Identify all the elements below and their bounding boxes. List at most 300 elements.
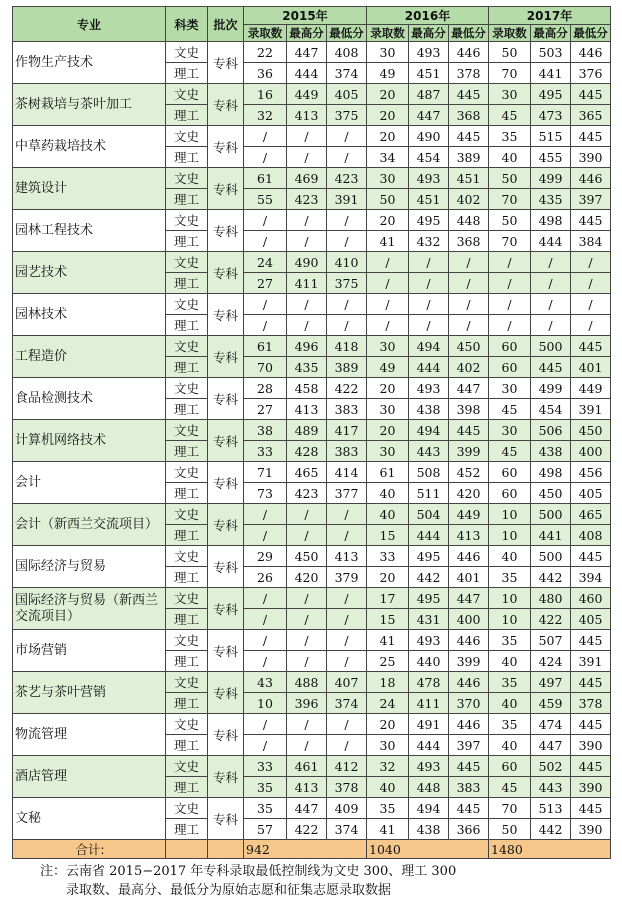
min-score: 397 — [449, 735, 489, 756]
major-name: 国际经济与贸易 — [13, 546, 166, 588]
admitted-count: 20 — [367, 210, 409, 231]
min-score: 391 — [571, 651, 611, 672]
max-score: / — [409, 315, 449, 336]
min-score: 452 — [449, 462, 489, 483]
min-score: / — [571, 294, 611, 315]
max-score: / — [287, 126, 327, 147]
admitted-count: 33 — [244, 441, 287, 462]
admitted-count: 55 — [244, 189, 287, 210]
max-score: 493 — [409, 168, 449, 189]
batch-type: 专科 — [208, 126, 244, 168]
max-score: 424 — [531, 651, 571, 672]
max-score: 422 — [531, 609, 571, 630]
min-score: 391 — [327, 189, 367, 210]
min-score: 375 — [327, 105, 367, 126]
table-row — [13, 714, 611, 735]
max-score: 495 — [409, 546, 449, 567]
subject-type: 文史 — [166, 714, 208, 735]
max-score: 447 — [287, 42, 327, 63]
major-name: 会计 — [13, 462, 166, 504]
footnote-line-2: 录取数、最高分、最低分为原始志愿和征集志愿录取数据 — [66, 883, 392, 898]
batch-type: 专科 — [208, 252, 244, 294]
max-score: / — [287, 231, 327, 252]
min-score: / — [327, 588, 367, 609]
admitted-count: 15 — [367, 525, 409, 546]
admitted-count: 41 — [367, 819, 409, 840]
admitted-count: 45 — [489, 399, 531, 420]
major-name: 园艺技术 — [13, 252, 166, 294]
min-score: 378 — [449, 63, 489, 84]
subject-type: 文史 — [166, 462, 208, 483]
subject-type: 文史 — [166, 168, 208, 189]
header-admitted: 录取数 — [489, 25, 531, 42]
admitted-count: 50 — [489, 210, 531, 231]
min-score: 446 — [571, 42, 611, 63]
header-max-score: 最高分 — [287, 25, 327, 42]
max-score: / — [287, 525, 327, 546]
admitted-count: / — [244, 504, 287, 525]
admitted-count: 24 — [367, 693, 409, 714]
major-name: 计算机网络技术 — [13, 420, 166, 462]
max-score: 489 — [287, 420, 327, 441]
min-score: 405 — [571, 483, 611, 504]
max-score: 493 — [409, 630, 449, 651]
major-name: 食品检测技术 — [13, 378, 166, 420]
subject-type: 理工 — [166, 567, 208, 588]
min-score: 450 — [571, 420, 611, 441]
admitted-count: 35 — [489, 672, 531, 693]
admitted-count: / — [244, 147, 287, 168]
admitted-count: 27 — [244, 273, 287, 294]
max-score: / — [287, 651, 327, 672]
subject-type: 文史 — [166, 420, 208, 441]
admitted-count: / — [244, 525, 287, 546]
max-score: 459 — [531, 693, 571, 714]
min-score: 445 — [449, 756, 489, 777]
batch-type: 专科 — [208, 714, 244, 756]
subject-type: 理工 — [166, 63, 208, 84]
max-score: 443 — [409, 441, 449, 462]
min-score: 409 — [327, 798, 367, 819]
max-score: 494 — [409, 798, 449, 819]
min-score: 417 — [327, 420, 367, 441]
max-score: 438 — [531, 441, 571, 462]
max-score: 490 — [287, 252, 327, 273]
max-score: / — [287, 735, 327, 756]
max-score: 493 — [409, 378, 449, 399]
major-name: 会计（新西兰交流项目） — [13, 504, 166, 546]
footnote — [40, 862, 456, 900]
admitted-count: 40 — [367, 483, 409, 504]
min-score: / — [449, 252, 489, 273]
min-score: 408 — [571, 525, 611, 546]
max-score: 494 — [409, 420, 449, 441]
max-score: 499 — [531, 378, 571, 399]
admitted-count: 22 — [244, 42, 287, 63]
min-score: 418 — [327, 336, 367, 357]
max-score: 498 — [531, 210, 571, 231]
min-score: 398 — [449, 399, 489, 420]
min-score: 383 — [327, 399, 367, 420]
batch-type: 专科 — [208, 378, 244, 420]
total-row — [13, 840, 611, 859]
admitted-count: 38 — [244, 420, 287, 441]
min-score: 390 — [571, 735, 611, 756]
subject-type: 理工 — [166, 651, 208, 672]
max-score: 500 — [531, 336, 571, 357]
footnote-line-1: 注：云南省 2015−2017 年专科录取最低控制线为文史 300、理工 300 — [40, 864, 457, 879]
header-max-score: 最高分 — [531, 25, 571, 42]
max-score: 438 — [409, 399, 449, 420]
admitted-count: 28 — [244, 378, 287, 399]
table-row — [13, 126, 611, 147]
subject-type: 理工 — [166, 525, 208, 546]
header-batch: 批次 — [208, 7, 244, 42]
min-score: 445 — [571, 210, 611, 231]
max-score: 515 — [531, 126, 571, 147]
admitted-count: 35 — [489, 126, 531, 147]
header-max-score: 最高分 — [409, 25, 449, 42]
table-row — [13, 462, 611, 483]
min-score: 399 — [449, 651, 489, 672]
subject-type: 理工 — [166, 273, 208, 294]
total-2016: 1040 — [367, 840, 489, 859]
admitted-count: 32 — [367, 756, 409, 777]
admitted-count: 20 — [367, 126, 409, 147]
admitted-count: / — [367, 315, 409, 336]
max-score: 488 — [287, 672, 327, 693]
max-score: 500 — [531, 504, 571, 525]
admitted-count: 35 — [367, 798, 409, 819]
table-row — [13, 672, 611, 693]
admitted-count: 10 — [489, 525, 531, 546]
max-score: 442 — [531, 819, 571, 840]
admitted-count: / — [244, 126, 287, 147]
max-score: 444 — [409, 525, 449, 546]
min-score: 407 — [327, 672, 367, 693]
min-score: 402 — [449, 189, 489, 210]
header-year-2015: 2015年 — [244, 7, 367, 25]
table-row — [13, 798, 611, 819]
batch-type: 专科 — [208, 336, 244, 378]
admitted-count: 70 — [489, 231, 531, 252]
max-score: 480 — [531, 588, 571, 609]
table-row — [13, 42, 611, 63]
admitted-count: 50 — [489, 42, 531, 63]
admitted-count: / — [244, 315, 287, 336]
admitted-count: 43 — [244, 672, 287, 693]
admitted-count: / — [489, 252, 531, 273]
max-score: 503 — [531, 42, 571, 63]
min-score: 445 — [449, 126, 489, 147]
min-score: 448 — [449, 210, 489, 231]
min-score: 408 — [327, 42, 367, 63]
table-row — [13, 378, 611, 399]
major-name: 市场营销 — [13, 630, 166, 672]
admitted-count: 20 — [367, 378, 409, 399]
min-score: / — [327, 735, 367, 756]
header-major: 专业 — [13, 7, 166, 42]
max-score: / — [409, 294, 449, 315]
min-score: 401 — [571, 357, 611, 378]
table-row — [13, 168, 611, 189]
min-score: 445 — [571, 672, 611, 693]
major-name: 国际经济与贸易（新西兰交流项目） — [13, 588, 166, 630]
subject-type: 文史 — [166, 42, 208, 63]
admitted-count: 18 — [367, 672, 409, 693]
min-score: 399 — [449, 441, 489, 462]
max-score: 411 — [409, 693, 449, 714]
admitted-count: 70 — [489, 798, 531, 819]
max-score: 493 — [409, 42, 449, 63]
max-score: 495 — [531, 84, 571, 105]
major-name: 文秘 — [13, 798, 166, 840]
admitted-count: 71 — [244, 462, 287, 483]
batch-type: 专科 — [208, 294, 244, 336]
max-score: 465 — [287, 462, 327, 483]
subject-type: 理工 — [166, 735, 208, 756]
max-score: / — [287, 210, 327, 231]
subject-type: 理工 — [166, 231, 208, 252]
min-score: 390 — [571, 777, 611, 798]
max-score: 508 — [409, 462, 449, 483]
admitted-count: / — [367, 294, 409, 315]
subject-type: 文史 — [166, 210, 208, 231]
batch-type: 专科 — [208, 798, 244, 840]
max-score: 450 — [531, 483, 571, 504]
max-score: 422 — [287, 819, 327, 840]
table-row — [13, 210, 611, 231]
admitted-count: 16 — [244, 84, 287, 105]
subject-type: 文史 — [166, 126, 208, 147]
max-score: / — [287, 609, 327, 630]
admitted-count: 30 — [367, 336, 409, 357]
min-score: 389 — [327, 357, 367, 378]
admitted-count: 61 — [367, 462, 409, 483]
max-score: 451 — [409, 63, 449, 84]
max-score: 496 — [287, 336, 327, 357]
max-score: 396 — [287, 693, 327, 714]
min-score: 449 — [571, 378, 611, 399]
min-score: 447 — [449, 378, 489, 399]
admitted-count: 60 — [489, 483, 531, 504]
max-score: 507 — [531, 630, 571, 651]
min-score: 460 — [571, 588, 611, 609]
max-score: 447 — [531, 735, 571, 756]
max-score: 445 — [531, 357, 571, 378]
subject-type: 文史 — [166, 336, 208, 357]
min-score: 445 — [571, 798, 611, 819]
table-row — [13, 630, 611, 651]
table-row — [13, 588, 611, 609]
min-score: 389 — [449, 147, 489, 168]
min-score: / — [327, 630, 367, 651]
subject-type: 文史 — [166, 546, 208, 567]
subject-type: 理工 — [166, 483, 208, 504]
batch-type: 专科 — [208, 588, 244, 630]
max-score: / — [531, 315, 571, 336]
admitted-count: 45 — [489, 105, 531, 126]
max-score: 495 — [409, 210, 449, 231]
min-score: / — [449, 273, 489, 294]
min-score: / — [327, 126, 367, 147]
min-score: 377 — [327, 483, 367, 504]
subject-type: 理工 — [166, 315, 208, 336]
max-score: 444 — [531, 231, 571, 252]
subject-type: 文史 — [166, 504, 208, 525]
max-score: 435 — [287, 357, 327, 378]
min-score: 445 — [571, 756, 611, 777]
admitted-count: 10 — [244, 693, 287, 714]
admitted-count: 57 — [244, 819, 287, 840]
min-score: 445 — [571, 84, 611, 105]
max-score: 469 — [287, 168, 327, 189]
admitted-count: 49 — [367, 357, 409, 378]
admitted-count: 73 — [244, 483, 287, 504]
admitted-count: 70 — [489, 63, 531, 84]
table-row — [13, 504, 611, 525]
admitted-count: 40 — [489, 546, 531, 567]
header-min-score: 最低分 — [327, 25, 367, 42]
max-score: / — [287, 147, 327, 168]
admitted-count: 60 — [489, 462, 531, 483]
admitted-count: / — [244, 735, 287, 756]
subject-type: 理工 — [166, 105, 208, 126]
min-score: 450 — [449, 336, 489, 357]
admitted-count: / — [489, 273, 531, 294]
admitted-count: / — [244, 651, 287, 672]
max-score: 443 — [531, 777, 571, 798]
admitted-count: 35 — [244, 798, 287, 819]
min-score: 445 — [571, 126, 611, 147]
admitted-count: 20 — [367, 567, 409, 588]
admitted-count: / — [244, 714, 287, 735]
max-score: 432 — [409, 231, 449, 252]
min-score: 446 — [449, 42, 489, 63]
admitted-count: 30 — [489, 378, 531, 399]
min-score: 365 — [571, 105, 611, 126]
max-score: 511 — [409, 483, 449, 504]
min-score: 422 — [327, 378, 367, 399]
admitted-count: / — [489, 294, 531, 315]
subject-type: 文史 — [166, 630, 208, 651]
max-score: / — [287, 588, 327, 609]
max-score: 454 — [531, 399, 571, 420]
admitted-count: 30 — [367, 168, 409, 189]
min-score: 376 — [571, 63, 611, 84]
admitted-count: 30 — [367, 735, 409, 756]
admitted-count: 40 — [367, 777, 409, 798]
subject-type: 理工 — [166, 819, 208, 840]
max-score: 500 — [531, 546, 571, 567]
min-score: / — [327, 609, 367, 630]
max-score: 513 — [531, 798, 571, 819]
subject-type: 理工 — [166, 777, 208, 798]
admitted-count: 41 — [367, 630, 409, 651]
subject-type: 文史 — [166, 378, 208, 399]
max-score: 413 — [287, 105, 327, 126]
header-admitted: 录取数 — [367, 25, 409, 42]
admitted-count: 40 — [367, 504, 409, 525]
major-name: 茶树栽培与茶叶加工 — [13, 84, 166, 126]
min-score: 414 — [327, 462, 367, 483]
min-score: 394 — [571, 567, 611, 588]
admitted-count: 70 — [489, 189, 531, 210]
admitted-count: 30 — [489, 420, 531, 441]
admitted-count: 33 — [367, 546, 409, 567]
admitted-count: 25 — [367, 651, 409, 672]
admitted-count: 27 — [244, 399, 287, 420]
total-2017: 1480 — [489, 840, 611, 859]
admitted-count: 45 — [489, 441, 531, 462]
min-score: 413 — [327, 546, 367, 567]
admitted-count: 35 — [489, 630, 531, 651]
subject-type: 理工 — [166, 357, 208, 378]
admitted-count: 70 — [244, 357, 287, 378]
batch-type: 专科 — [208, 672, 244, 714]
min-score: 446 — [571, 168, 611, 189]
header-year-2016: 2016年 — [367, 7, 489, 25]
min-score: 445 — [449, 420, 489, 441]
table-row — [13, 756, 611, 777]
max-score: 495 — [409, 588, 449, 609]
max-score: / — [287, 315, 327, 336]
max-score: 438 — [409, 819, 449, 840]
max-score: 449 — [287, 84, 327, 105]
min-score: 397 — [571, 189, 611, 210]
admitted-count: 34 — [367, 147, 409, 168]
min-score: 383 — [327, 441, 367, 462]
min-score: 378 — [571, 693, 611, 714]
major-name: 工程造价 — [13, 336, 166, 378]
admitted-count: 40 — [489, 693, 531, 714]
max-score: 458 — [287, 378, 327, 399]
total-2015: 942 — [244, 840, 367, 859]
admitted-count: 10 — [489, 609, 531, 630]
min-score: 446 — [449, 546, 489, 567]
batch-type: 专科 — [208, 630, 244, 672]
min-score: 405 — [327, 84, 367, 105]
min-score: 446 — [449, 714, 489, 735]
major-name: 物流管理 — [13, 714, 166, 756]
admitted-count: 30 — [367, 399, 409, 420]
min-score: 378 — [327, 777, 367, 798]
table-row — [13, 546, 611, 567]
min-score: 366 — [449, 819, 489, 840]
max-score: 448 — [409, 777, 449, 798]
max-score: 444 — [409, 357, 449, 378]
max-score: 502 — [531, 756, 571, 777]
max-score: 413 — [287, 399, 327, 420]
subject-type: 文史 — [166, 756, 208, 777]
admitted-count: / — [244, 609, 287, 630]
max-score: 447 — [409, 105, 449, 126]
min-score: 402 — [449, 357, 489, 378]
header-year-2017: 2017年 — [489, 7, 611, 25]
min-score: 374 — [327, 693, 367, 714]
admitted-count: 35 — [244, 777, 287, 798]
admitted-count: / — [367, 273, 409, 294]
subject-type: 理工 — [166, 189, 208, 210]
admitted-count: / — [367, 252, 409, 273]
admitted-count: 20 — [367, 105, 409, 126]
major-name: 酒店管理 — [13, 756, 166, 798]
admitted-count: / — [244, 588, 287, 609]
admitted-count: 60 — [489, 756, 531, 777]
min-score: 401 — [449, 567, 489, 588]
total-empty — [208, 840, 244, 859]
batch-type: 专科 — [208, 42, 244, 84]
